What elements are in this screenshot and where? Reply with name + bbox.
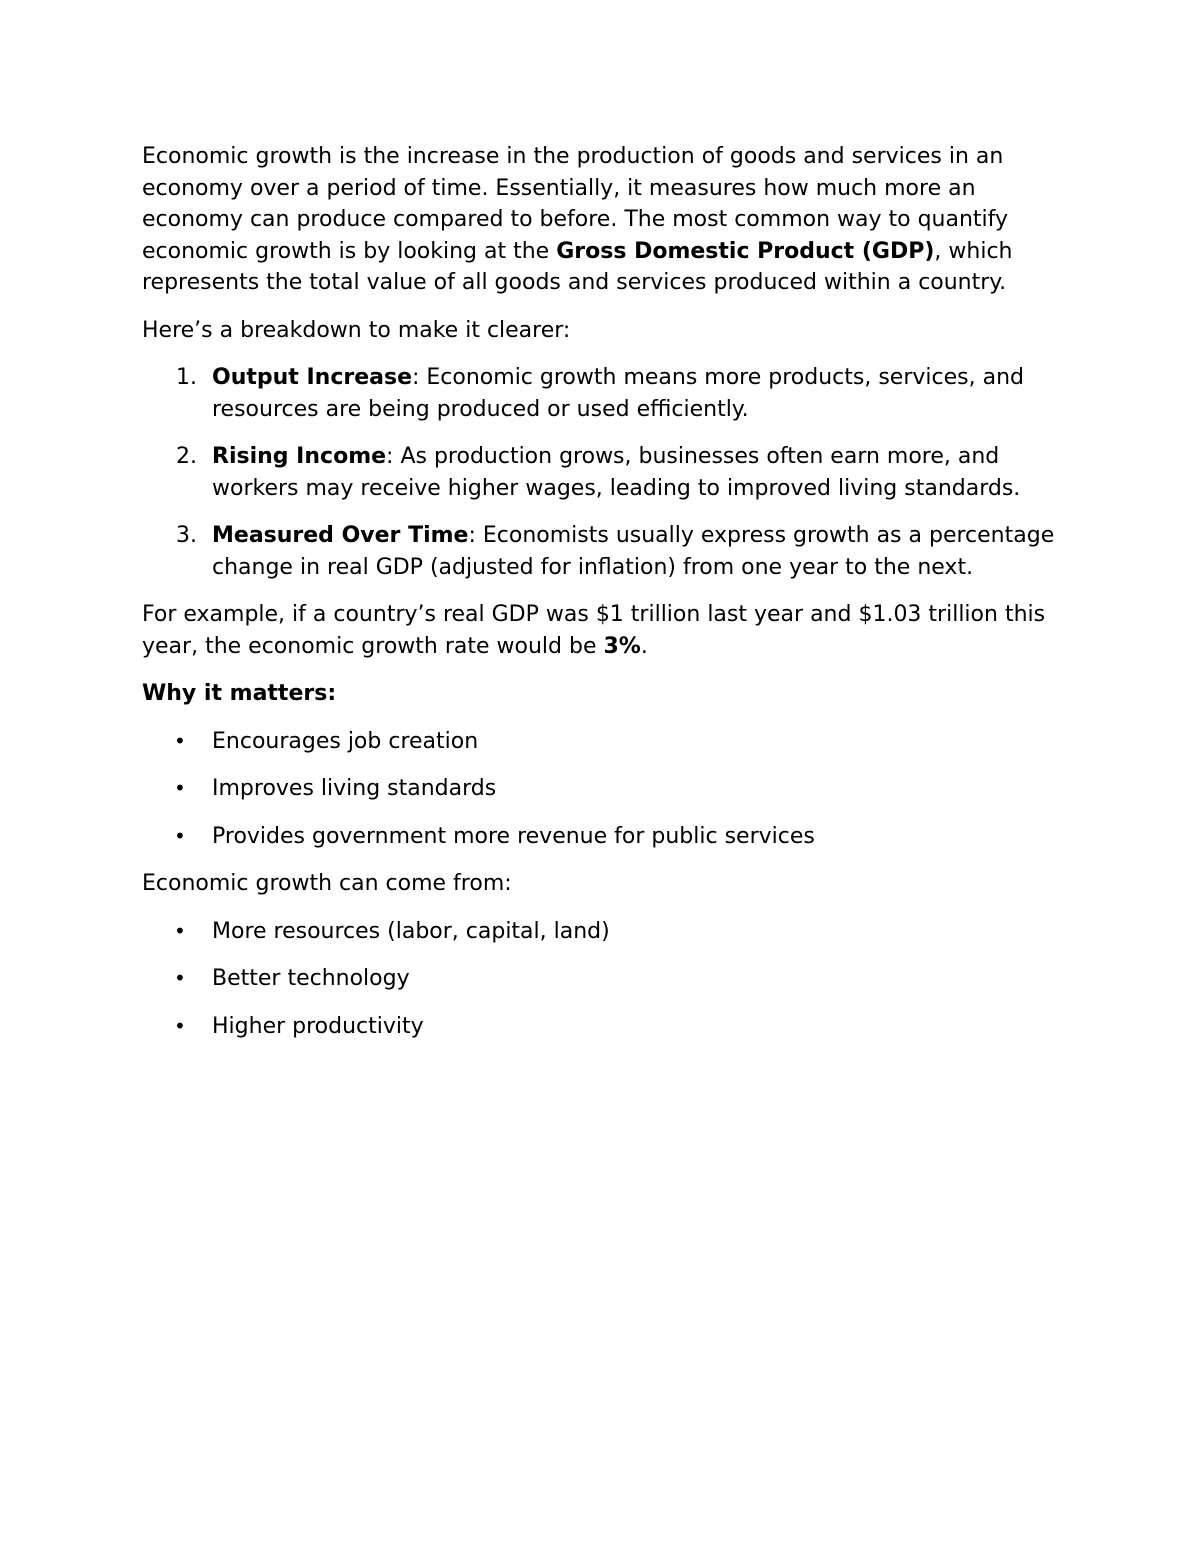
why-heading-text: Why it matters:	[142, 681, 337, 706]
list-number: 2.	[176, 444, 197, 469]
list-item	[142, 1011, 1072, 1043]
example-text-2: .	[640, 633, 648, 659]
list-item-text: : As production grows, businesses often earn more, and workers may receive higher wages, leading to improved living standards.	[212, 444, 1021, 501]
list-item	[142, 916, 1072, 948]
list-item	[142, 963, 1072, 995]
example-rate: 3%	[603, 633, 641, 659]
example-text-1: For example, if a country’s real GDP was $1 trillion last year and $1.03 trillion this year, the economic growth rate would be	[142, 602, 1046, 659]
why-heading	[142, 678, 1072, 710]
list-item	[142, 362, 1072, 425]
list-number: 3.	[176, 523, 197, 548]
intro-text-1: Economic growth is the increase in the production of goods and services in an economy over a period of time. Essentially, it measures how much more an economy can produce compared to before. The most common way to quantify economic growth is by looking at the	[142, 144, 1009, 264]
sources-intro: Economic growth can come from:	[142, 871, 512, 896]
bullet-icon: •	[174, 918, 186, 943]
example-paragraph	[142, 599, 1072, 662]
bullet-icon: •	[174, 728, 186, 753]
list-number: 1.	[176, 365, 197, 390]
list-item	[142, 441, 1072, 504]
list-item-text: Higher productivity	[212, 1013, 424, 1039]
sources-list	[142, 916, 1072, 1043]
intro-text-2: , which represents the total value of all goods and services produced within a country.	[142, 238, 1013, 295]
list-item	[142, 821, 1072, 853]
bullet-icon: •	[174, 823, 186, 848]
list-item	[142, 726, 1072, 758]
list-item-text: Provides government more revenue for public services	[212, 823, 815, 849]
list-item-text: Better technology	[212, 966, 410, 991]
list-item-text: More resources (labor, capital, land)	[212, 918, 610, 944]
intro-paragraph	[142, 141, 1072, 299]
list-item-text: : Economists usually express growth as a percentage change in real GDP (adjusted for inflation) from one year to the next.	[212, 523, 1055, 580]
breakdown-intro: Here’s a breakdown to make it clearer:	[142, 317, 571, 343]
list-item	[142, 773, 1072, 805]
document-page	[142, 141, 1072, 1058]
list-item-text: Improves living standards	[212, 776, 497, 801]
breakdown-list	[142, 362, 1072, 583]
list-item-text: Encourages job creation	[212, 728, 479, 754]
list-item-title: Output Increase	[212, 365, 412, 390]
bullet-icon: •	[174, 776, 186, 800]
bullet-icon: •	[174, 966, 186, 990]
list-item-title: Measured Over Time	[212, 523, 469, 548]
list-item-title: Rising Income	[212, 444, 387, 469]
bullet-icon: •	[174, 1013, 186, 1038]
list-item	[142, 520, 1072, 583]
intro-gdp-term: Gross Domestic Product (GDP)	[556, 238, 935, 264]
list-item-text: : Economic growth means more products, services, and resources are being produced or used efficiently.	[212, 365, 1024, 422]
why-list	[142, 726, 1072, 853]
